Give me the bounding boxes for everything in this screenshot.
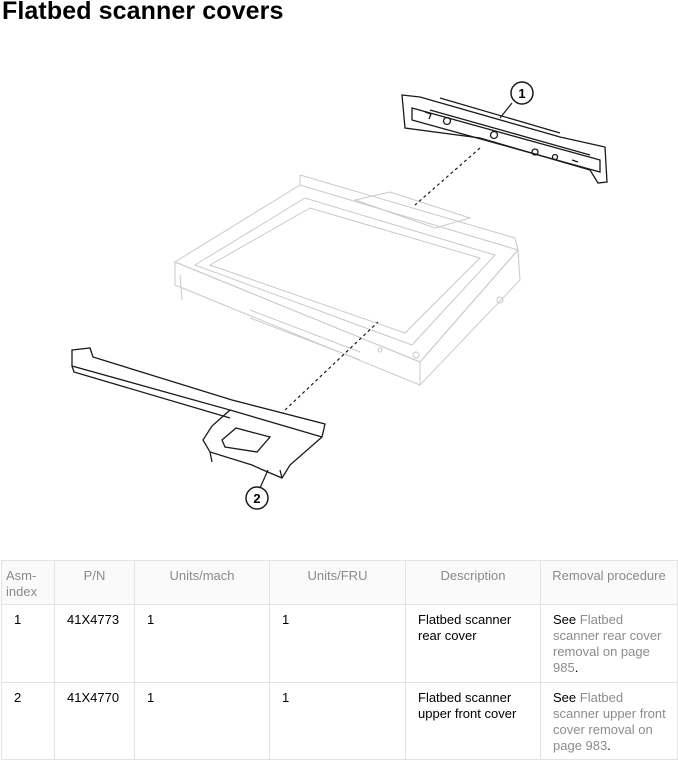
scanner-base-drawing (175, 175, 520, 385)
removal-prefix: See (553, 612, 577, 627)
removal-prefix: See (553, 690, 577, 705)
rear-cover-guide-line (415, 148, 480, 205)
removal-procedure-link[interactable]: Flatbed scanner upper front cover removal on page 983 (553, 690, 666, 753)
callout-1 (511, 82, 533, 104)
cell-description: Flatbed scanner upper front cover (406, 683, 541, 760)
callout-2-leader (260, 470, 268, 488)
cell-pn: 41X4773 (55, 605, 135, 683)
header-units-fru: Units/FRU (270, 561, 406, 605)
header-removal-procedure: Removal procedure (541, 561, 678, 605)
cell-units-fru: 1 (270, 683, 406, 760)
removal-suffix: . (607, 738, 611, 753)
exploded-parts-illustration (0, 55, 678, 525)
removal-suffix: . (574, 660, 579, 675)
table-row (2, 683, 678, 760)
header-pn: P/N (55, 561, 135, 605)
table-row (2, 605, 678, 683)
cell-units-fru: 1 (270, 605, 406, 683)
removal-procedure-link[interactable]: Flatbed scanner rear cover removal on page 985 (553, 612, 662, 675)
header-units-mach: Units/mach (135, 561, 270, 605)
callout-1-label: 1 (518, 86, 526, 101)
cell-index: 1 (2, 605, 55, 683)
callout-1-leader (500, 103, 512, 118)
cell-removal (541, 605, 678, 683)
callout-2 (246, 487, 268, 509)
cell-units-mach: 1 (135, 683, 270, 760)
cell-units-mach: 1 (135, 605, 270, 683)
page-title: Flatbed scanner covers (2, 0, 284, 25)
callout-2-label: 2 (253, 491, 261, 506)
header-description: Description (406, 561, 541, 605)
cell-description: Flatbed scanner rear cover (406, 605, 541, 683)
header-asm-index: Asm- index (2, 561, 55, 605)
upper-front-cover-drawing (72, 348, 325, 478)
parts-table (1, 560, 678, 760)
cell-removal (541, 683, 678, 760)
table-header-row (2, 561, 678, 605)
rear-cover-drawing (402, 95, 607, 183)
cell-index: 2 (2, 683, 55, 760)
cell-pn: 41X4770 (55, 683, 135, 760)
